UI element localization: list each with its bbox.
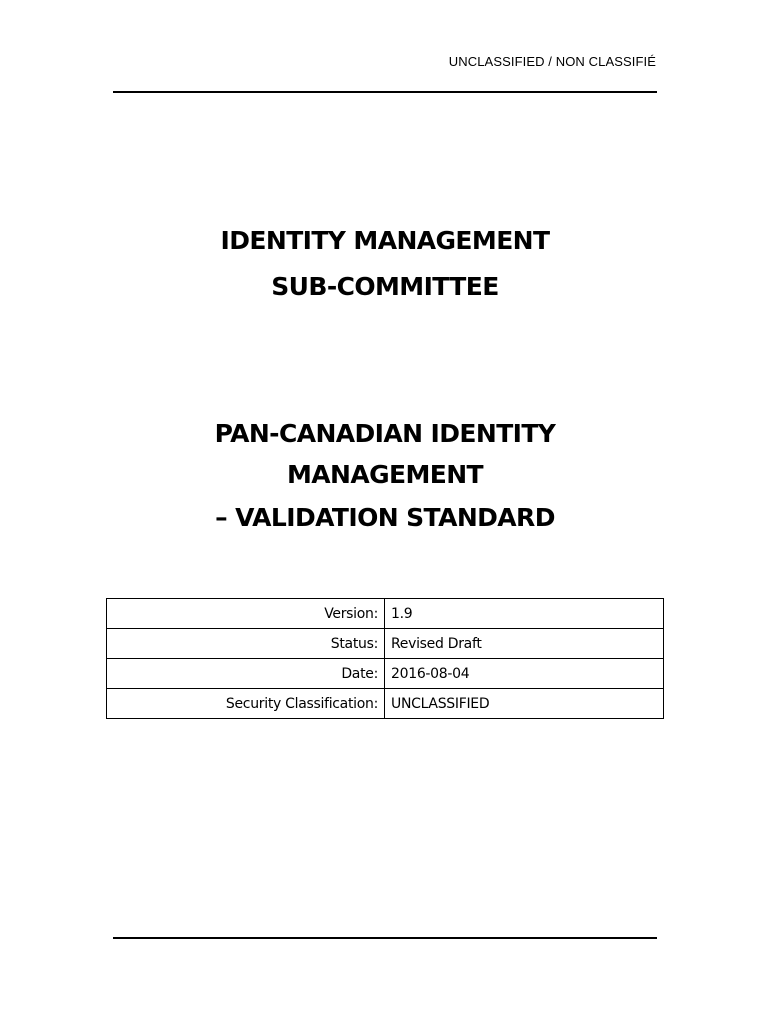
standard-title-line-1: PAN-CANADIAN IDENTITY (214, 419, 556, 448)
committee-title-line-1: IDENTITY MANAGEMENT (220, 226, 550, 255)
status-value: Revised Draft (385, 629, 664, 659)
document-metadata-table (106, 598, 664, 719)
status-label: Status: (107, 629, 385, 659)
security-classification-value: UNCLASSIFIED (385, 689, 664, 719)
committee-title (0, 218, 770, 310)
standard-title-line-2: MANAGEMENT (286, 460, 484, 489)
table-row (107, 629, 664, 659)
table-row (107, 689, 664, 719)
standard-title-line-3: – VALIDATION STANDARD (215, 503, 555, 532)
version-label: Version: (107, 599, 385, 629)
footer-divider (113, 937, 657, 939)
header-classification: UNCLASSIFIED / NON CLASSIFIÉ (448, 54, 656, 69)
date-label: Date: (107, 659, 385, 689)
standard-title (0, 413, 770, 541)
version-value: 1.9 (385, 599, 664, 629)
date-value: 2016-08-04 (385, 659, 664, 689)
security-classification-label: Security Classification: (107, 689, 385, 719)
table-row (107, 599, 664, 629)
header-divider (113, 91, 657, 93)
committee-title-line-2: SUB-COMMITTEE (271, 272, 499, 301)
table-row (107, 659, 664, 689)
